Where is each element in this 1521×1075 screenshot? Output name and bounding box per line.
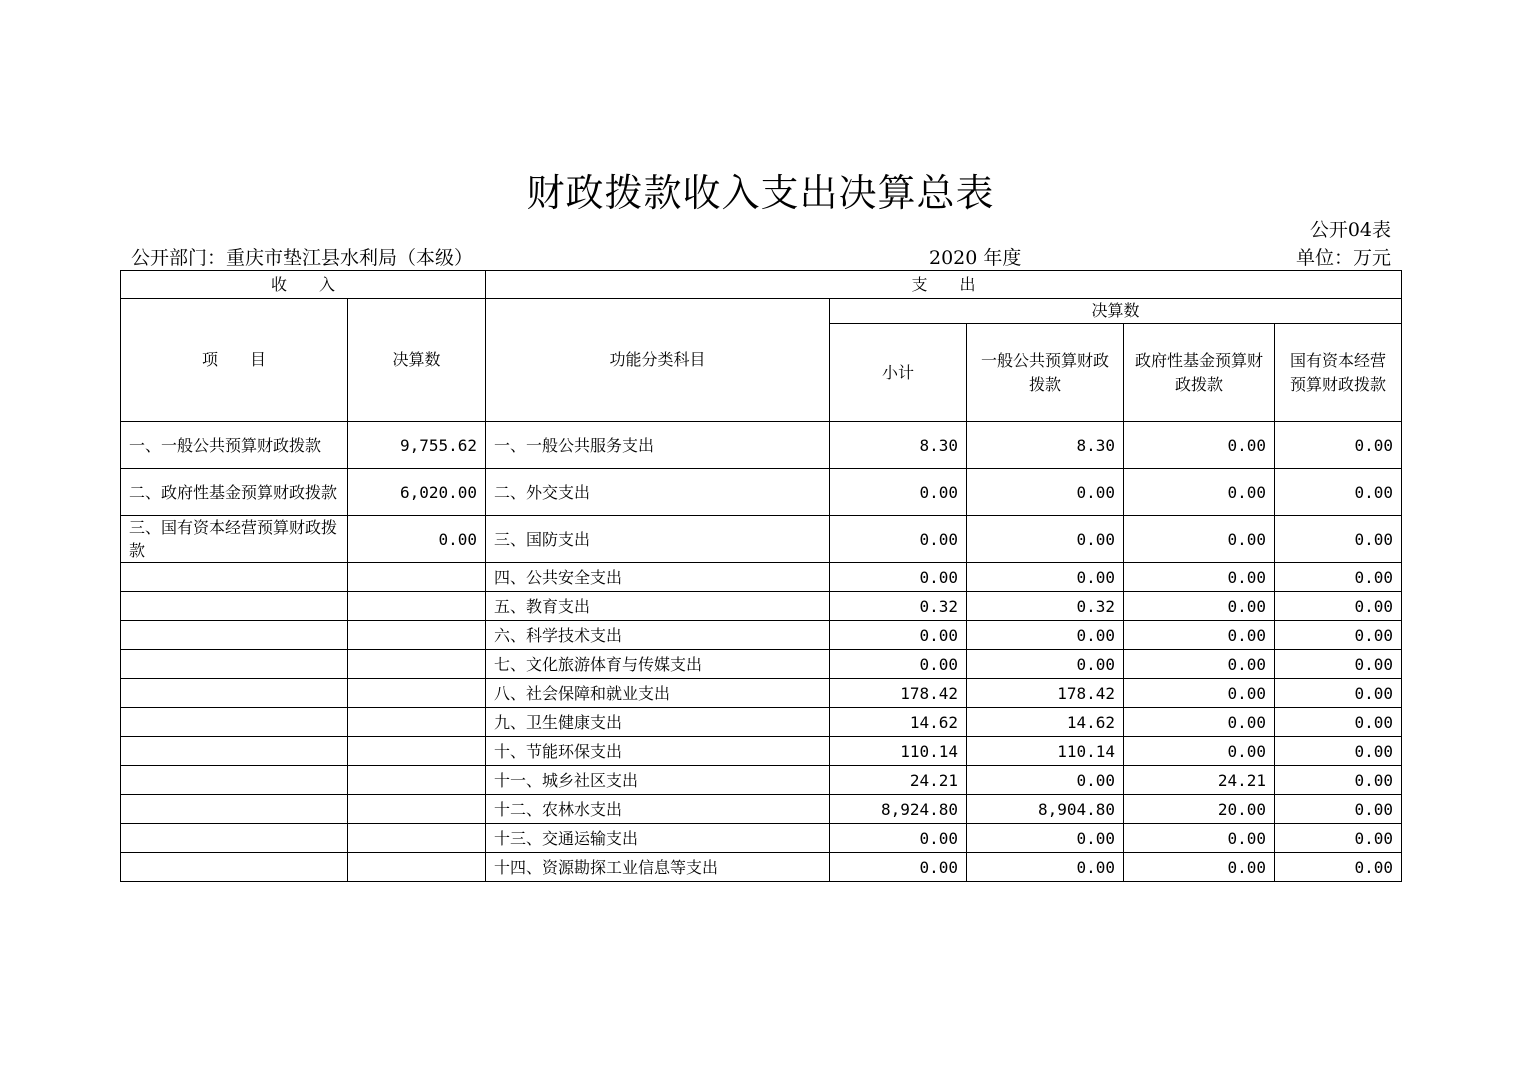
general-budget-cell: 8,904.80 xyxy=(967,795,1124,824)
state-capital-cell: 0.00 xyxy=(1275,422,1402,469)
year-label: 2020 年度 xyxy=(929,247,1022,269)
gov-fund-cell: 0.00 xyxy=(1124,650,1275,679)
income-item-cell xyxy=(121,563,348,592)
state-capital-cell: 0.00 xyxy=(1275,563,1402,592)
meta-row xyxy=(131,243,1391,269)
income-item-cell xyxy=(121,795,348,824)
subtotal-cell: 24.21 xyxy=(830,766,967,795)
subtotal-cell: 0.00 xyxy=(830,621,967,650)
function-category-cell: 十一、城乡社区支出 xyxy=(486,766,830,795)
state-capital-cell: 0.00 xyxy=(1275,650,1402,679)
gov-fund-cell: 0.00 xyxy=(1124,824,1275,853)
subtotal-cell: 0.32 xyxy=(830,592,967,621)
income-item-cell xyxy=(121,592,348,621)
subtotal-cell: 0.00 xyxy=(830,650,967,679)
general-budget-cell: 178.42 xyxy=(967,679,1124,708)
income-header: 收 入 xyxy=(121,271,486,299)
function-category-cell: 一、一般公共服务支出 xyxy=(486,422,830,469)
general-budget-cell: 0.00 xyxy=(967,853,1124,882)
unit-label: 单位：万元 xyxy=(1295,247,1391,269)
gov-fund-cell: 24.21 xyxy=(1124,766,1275,795)
gov-fund-cell: 0.00 xyxy=(1124,679,1275,708)
state-capital-cell: 0.00 xyxy=(1275,592,1402,621)
income-amount-cell xyxy=(348,621,486,650)
income-amount-cell xyxy=(348,592,486,621)
income-amount-cell xyxy=(348,795,486,824)
state-capital-cell: 0.00 xyxy=(1275,516,1402,563)
state-capital-cell: 0.00 xyxy=(1275,853,1402,882)
income-amount-cell xyxy=(348,708,486,737)
function-category-cell: 三、国防支出 xyxy=(486,516,830,563)
income-amount-cell: 0.00 xyxy=(348,516,486,563)
income-amount-cell: 9,755.62 xyxy=(348,422,486,469)
state-capital-cell: 0.00 xyxy=(1275,621,1402,650)
table-row xyxy=(121,708,1402,737)
function-category-cell: 二、外交支出 xyxy=(486,469,830,516)
subtotal-cell: 0.00 xyxy=(830,824,967,853)
table-row xyxy=(121,824,1402,853)
state-capital-header: 国有资本经营预算财政拨款 xyxy=(1275,324,1402,422)
gov-fund-cell: 0.00 xyxy=(1124,422,1275,469)
budget-table xyxy=(120,270,1402,882)
subtotal-cell: 0.00 xyxy=(830,563,967,592)
state-capital-cell: 0.00 xyxy=(1275,679,1402,708)
function-category-cell: 十四、资源勘探工业信息等支出 xyxy=(486,853,830,882)
gov-fund-header: 政府性基金预算财政拨款 xyxy=(1124,324,1275,422)
gov-fund-cell: 0.00 xyxy=(1124,516,1275,563)
income-item-cell xyxy=(121,708,348,737)
state-capital-cell: 0.00 xyxy=(1275,708,1402,737)
subtotal-cell: 8.30 xyxy=(830,422,967,469)
income-item-cell xyxy=(121,650,348,679)
function-category-cell: 六、科学技术支出 xyxy=(486,621,830,650)
subtotal-cell: 0.00 xyxy=(830,516,967,563)
table-row xyxy=(121,563,1402,592)
general-budget-cell: 0.00 xyxy=(967,621,1124,650)
item-header: 项 目 xyxy=(121,299,348,422)
general-budget-cell: 0.00 xyxy=(967,824,1124,853)
state-capital-cell: 0.00 xyxy=(1275,795,1402,824)
function-category-cell: 九、卫生健康支出 xyxy=(486,708,830,737)
subtotal-cell: 8,924.80 xyxy=(830,795,967,824)
expense-amount-header: 决算数 xyxy=(830,299,1402,324)
income-item-cell xyxy=(121,679,348,708)
income-item-cell xyxy=(121,621,348,650)
table-row xyxy=(121,766,1402,795)
income-amount-header: 决算数 xyxy=(348,299,486,422)
table-row xyxy=(121,795,1402,824)
table-row xyxy=(121,853,1402,882)
table-row xyxy=(121,650,1402,679)
table-row xyxy=(121,516,1402,563)
state-capital-cell: 0.00 xyxy=(1275,824,1402,853)
gov-fund-cell: 20.00 xyxy=(1124,795,1275,824)
income-item-cell xyxy=(121,766,348,795)
page-title: 财政拨款收入支出决算总表 xyxy=(526,171,995,215)
table-row xyxy=(121,592,1402,621)
general-budget-cell: 0.00 xyxy=(967,563,1124,592)
subtotal-cell: 0.00 xyxy=(830,853,967,882)
subtotal-cell: 0.00 xyxy=(830,469,967,516)
income-item-cell xyxy=(121,853,348,882)
income-amount-cell xyxy=(348,679,486,708)
general-budget-cell: 110.14 xyxy=(967,737,1124,766)
subtotal-cell: 178.42 xyxy=(830,679,967,708)
income-amount-cell xyxy=(348,737,486,766)
income-item-cell xyxy=(121,737,348,766)
general-budget-header: 一般公共预算财政拨款 xyxy=(967,324,1124,422)
function-category-cell: 五、教育支出 xyxy=(486,592,830,621)
gov-fund-cell: 0.00 xyxy=(1124,469,1275,516)
state-capital-cell: 0.00 xyxy=(1275,737,1402,766)
general-budget-cell: 0.00 xyxy=(967,650,1124,679)
income-item-cell: 三、国有资本经营预算财政拨款 xyxy=(121,516,348,563)
table-row xyxy=(121,737,1402,766)
gov-fund-cell: 0.00 xyxy=(1124,737,1275,766)
income-amount-cell xyxy=(348,650,486,679)
income-amount-cell xyxy=(348,824,486,853)
header-row-2 xyxy=(121,299,1402,324)
function-category-cell: 八、社会保障和就业支出 xyxy=(486,679,830,708)
general-budget-cell: 0.00 xyxy=(967,516,1124,563)
department-label: 公开部门：重庆市垫江县水利局（本级） xyxy=(131,247,474,269)
function-category-cell: 十二、农林水支出 xyxy=(486,795,830,824)
income-item-cell xyxy=(121,824,348,853)
table-row xyxy=(121,621,1402,650)
gov-fund-cell: 0.00 xyxy=(1124,708,1275,737)
general-budget-cell: 8.30 xyxy=(967,422,1124,469)
function-category-cell: 七、文化旅游体育与传媒支出 xyxy=(486,650,830,679)
income-amount-cell xyxy=(348,853,486,882)
gov-fund-cell: 0.00 xyxy=(1124,592,1275,621)
header-row-1 xyxy=(121,271,1402,299)
income-amount-cell xyxy=(348,766,486,795)
table-row xyxy=(121,422,1402,469)
general-budget-cell: 0.32 xyxy=(967,592,1124,621)
subtotal-header: 小计 xyxy=(830,324,967,422)
income-amount-cell: 6,020.00 xyxy=(348,469,486,516)
table-row xyxy=(121,679,1402,708)
subtotal-cell: 14.62 xyxy=(830,708,967,737)
function-category-header: 功能分类科目 xyxy=(486,299,830,422)
table-row xyxy=(121,469,1402,516)
state-capital-cell: 0.00 xyxy=(1275,469,1402,516)
general-budget-cell: 14.62 xyxy=(967,708,1124,737)
gov-fund-cell: 0.00 xyxy=(1124,563,1275,592)
general-budget-cell: 0.00 xyxy=(967,469,1124,516)
expense-header: 支 出 xyxy=(486,271,1402,299)
income-amount-cell xyxy=(348,563,486,592)
form-number: 公开04表 xyxy=(1309,219,1391,241)
income-item-cell: 二、政府性基金预算财政拨款 xyxy=(121,469,348,516)
gov-fund-cell: 0.00 xyxy=(1124,853,1275,882)
state-capital-cell: 0.00 xyxy=(1275,766,1402,795)
income-item-cell: 一、一般公共预算财政拨款 xyxy=(121,422,348,469)
function-category-cell: 十、节能环保支出 xyxy=(486,737,830,766)
gov-fund-cell: 0.00 xyxy=(1124,621,1275,650)
subtotal-cell: 110.14 xyxy=(830,737,967,766)
general-budget-cell: 0.00 xyxy=(967,766,1124,795)
function-category-cell: 四、公共安全支出 xyxy=(486,563,830,592)
function-category-cell: 十三、交通运输支出 xyxy=(486,824,830,853)
